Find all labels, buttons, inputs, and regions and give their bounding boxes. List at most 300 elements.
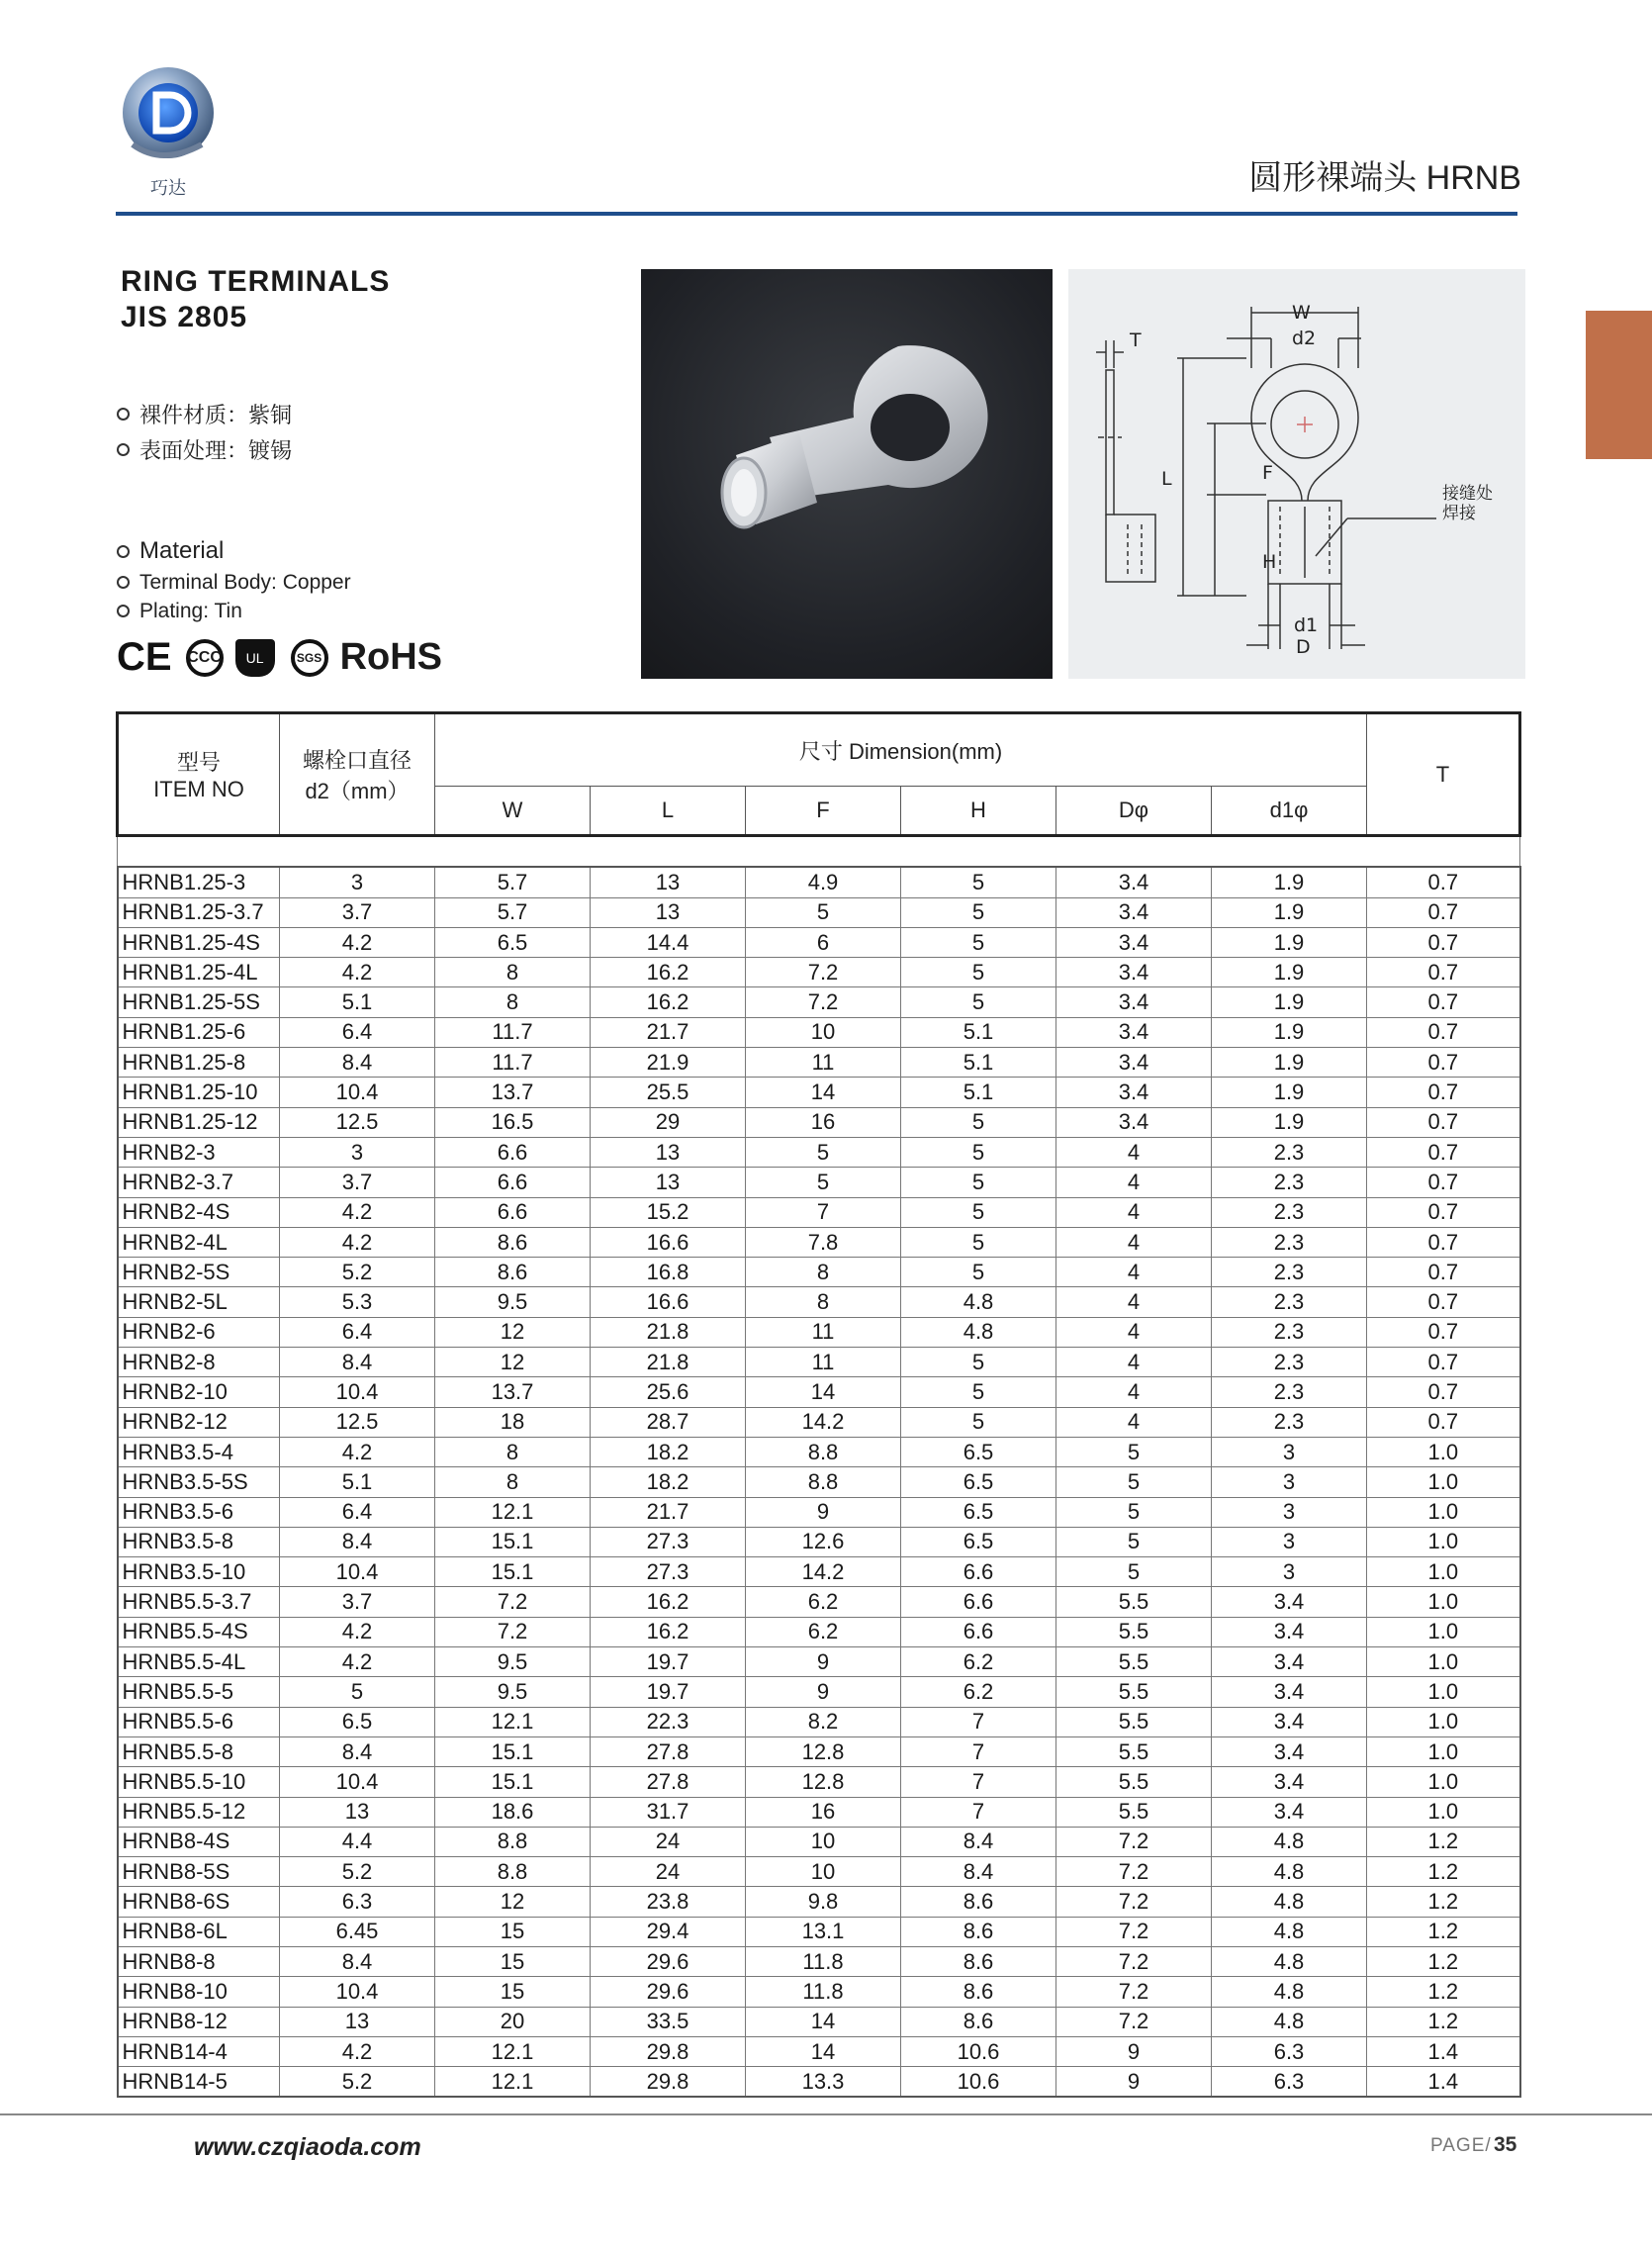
value-cell: 9	[746, 1497, 901, 1527]
dim-label-T: T	[1130, 329, 1142, 351]
value-cell: 8.4	[280, 1736, 435, 1766]
value-cell: 10	[746, 1017, 901, 1047]
value-cell: 8.6	[435, 1258, 591, 1287]
value-cell: 4.8	[1212, 2007, 1367, 2036]
value-cell: 3	[1212, 1497, 1367, 1527]
value-cell: 6.45	[280, 1917, 435, 1946]
value-cell: 5.5	[1056, 1797, 1212, 1827]
header-F: F	[746, 787, 901, 836]
value-cell: 12.1	[435, 1497, 591, 1527]
value-cell: 14	[746, 1377, 901, 1407]
rohs-mark: RoHS	[339, 636, 443, 678]
value-cell: 5.5	[1056, 1736, 1212, 1766]
item-no-cell: HRNB1.25-4L	[118, 958, 280, 987]
table-row	[118, 1227, 1520, 1257]
value-cell: 5.5	[1056, 1587, 1212, 1617]
value-cell: 1.9	[1212, 987, 1367, 1017]
value-cell: 5.5	[1056, 1707, 1212, 1736]
value-cell: 6.2	[901, 1677, 1056, 1707]
value-cell: 6.5	[901, 1527, 1056, 1556]
value-cell: 7.2	[1056, 1977, 1212, 2007]
value-cell: 3.4	[1056, 987, 1212, 1017]
table-row	[118, 1078, 1520, 1107]
value-cell: 11	[746, 1048, 901, 1078]
bullet-icon	[117, 545, 130, 558]
item-no-cell: HRNB3.5-10	[118, 1557, 280, 1587]
value-cell: 15	[435, 1946, 591, 1976]
header-D: Dφ	[1056, 787, 1212, 836]
dim-label-L: L	[1161, 468, 1172, 490]
value-cell: 3.4	[1056, 897, 1212, 927]
value-cell: 8	[435, 987, 591, 1017]
value-cell: 7	[901, 1736, 1056, 1766]
value-cell: 1.0	[1367, 1497, 1520, 1527]
value-cell: 28.7	[591, 1407, 746, 1437]
item-no-cell: HRNB1.25-3	[118, 867, 280, 897]
table-row	[118, 1317, 1520, 1347]
value-cell: 3.4	[1212, 1736, 1367, 1766]
item-no-cell: HRNB3.5-4	[118, 1437, 280, 1466]
value-cell: 21.7	[591, 1497, 746, 1527]
value-cell: 3.4	[1056, 927, 1212, 957]
value-cell: 12	[435, 1348, 591, 1377]
value-cell: 2.3	[1212, 1227, 1367, 1257]
value-cell: 7.2	[746, 958, 901, 987]
dimension-diagram	[1068, 269, 1525, 679]
value-cell: 1.0	[1367, 1677, 1520, 1707]
value-cell: 29.8	[591, 2036, 746, 2066]
value-cell: 7.2	[435, 1587, 591, 1617]
value-cell: 12.5	[280, 1407, 435, 1437]
value-cell: 1.0	[1367, 1736, 1520, 1766]
value-cell: 4.8	[901, 1287, 1056, 1317]
table-row	[118, 1946, 1520, 1976]
value-cell: 8.4	[901, 1857, 1056, 1887]
cn-spec-item: 裸件材质：紫铜	[117, 396, 292, 431]
value-cell: 3.4	[1056, 958, 1212, 987]
value-cell: 4.9	[746, 867, 901, 897]
item-no-cell: HRNB5.5-4L	[118, 1647, 280, 1677]
value-cell: 4.2	[280, 1617, 435, 1646]
table-row	[118, 1168, 1520, 1197]
value-cell: 14	[746, 2036, 901, 2066]
item-no-cell: HRNB1.25-10	[118, 1078, 280, 1107]
value-cell: 3.4	[1212, 1707, 1367, 1736]
value-cell: 0.7	[1367, 927, 1520, 957]
value-cell: 3.4	[1212, 1677, 1367, 1707]
value-cell: 4	[1056, 1168, 1212, 1197]
value-cell: 6.3	[1212, 2067, 1367, 2098]
item-no-cell: HRNB1.25-5S	[118, 987, 280, 1017]
value-cell: 4	[1056, 1317, 1212, 1347]
table-row	[118, 1137, 1520, 1167]
header-item-no: 型号 ITEM NO	[118, 713, 280, 836]
value-cell: 16.5	[435, 1107, 591, 1137]
value-cell: 29.8	[591, 2067, 746, 2098]
value-cell: 2.3	[1212, 1137, 1367, 1167]
value-cell: 14	[746, 2007, 901, 2036]
table-row	[118, 1887, 1520, 1917]
value-cell: 21.7	[591, 1017, 746, 1047]
item-no-cell: HRNB2-10	[118, 1377, 280, 1407]
value-cell: 5	[901, 1137, 1056, 1167]
value-cell: 6.5	[435, 927, 591, 957]
value-cell: 5.5	[1056, 1647, 1212, 1677]
value-cell: 0.7	[1367, 1287, 1520, 1317]
value-cell: 13.7	[435, 1377, 591, 1407]
value-cell: 10.4	[280, 1078, 435, 1107]
value-cell: 27.8	[591, 1736, 746, 1766]
dim-label-F: F	[1262, 462, 1273, 484]
value-cell: 6.6	[435, 1197, 591, 1227]
value-cell: 11.7	[435, 1048, 591, 1078]
value-cell: 6.5	[901, 1497, 1056, 1527]
value-cell: 19.7	[591, 1647, 746, 1677]
value-cell: 6.4	[280, 1497, 435, 1527]
table-row	[118, 1017, 1520, 1047]
table-row	[118, 1797, 1520, 1827]
value-cell: 0.7	[1367, 1017, 1520, 1047]
value-cell: 1.9	[1212, 1078, 1367, 1107]
value-cell: 14.2	[746, 1557, 901, 1587]
value-cell: 0.7	[1367, 1227, 1520, 1257]
value-cell: 9.8	[746, 1887, 901, 1917]
value-cell: 4.2	[280, 2036, 435, 2066]
table-row	[118, 1258, 1520, 1287]
dim-label-H: H	[1262, 551, 1277, 573]
value-cell: 9.5	[435, 1647, 591, 1677]
header-divider	[116, 212, 1517, 216]
value-cell: 23.8	[591, 1887, 746, 1917]
value-cell: 3.4	[1212, 1617, 1367, 1646]
value-cell: 4.2	[280, 1437, 435, 1466]
value-cell: 6.6	[901, 1587, 1056, 1617]
value-cell: 12.1	[435, 1707, 591, 1736]
value-cell: 1.2	[1367, 1887, 1520, 1917]
item-no-cell: HRNB1.25-8	[118, 1048, 280, 1078]
value-cell: 12	[435, 1887, 591, 1917]
item-no-cell: HRNB14-5	[118, 2067, 280, 2098]
header-W: W	[435, 787, 591, 836]
value-cell: 4.2	[280, 958, 435, 987]
value-cell: 4.2	[280, 1197, 435, 1227]
value-cell: 19.7	[591, 1677, 746, 1707]
product-standard: JIS 2805	[121, 301, 248, 333]
value-cell: 7	[746, 1197, 901, 1227]
value-cell: 1.0	[1367, 1707, 1520, 1736]
item-no-cell: HRNB1.25-12	[118, 1107, 280, 1137]
value-cell: 7	[901, 1797, 1056, 1827]
value-cell: 12	[435, 1317, 591, 1347]
item-no-cell: HRNB5.5-6	[118, 1707, 280, 1736]
value-cell: 2.3	[1212, 1168, 1367, 1197]
value-cell: 5.1	[901, 1048, 1056, 1078]
value-cell: 6.2	[746, 1587, 901, 1617]
value-cell: 4	[1056, 1348, 1212, 1377]
value-cell: 29.6	[591, 1946, 746, 1976]
item-no-cell: HRNB1.25-3.7	[118, 897, 280, 927]
company-logo	[111, 61, 229, 200]
table-row	[118, 927, 1520, 957]
value-cell: 0.7	[1367, 1197, 1520, 1227]
value-cell: 21.9	[591, 1048, 746, 1078]
value-cell: 13.7	[435, 1078, 591, 1107]
product-heading: RING TERMINALS	[121, 265, 391, 298]
bullet-icon	[117, 408, 130, 421]
value-cell: 6.2	[901, 1647, 1056, 1677]
value-cell: 8.8	[435, 1857, 591, 1887]
table-row	[118, 1857, 1520, 1887]
item-no-cell: HRNB2-3	[118, 1137, 280, 1167]
value-cell: 10.6	[901, 2036, 1056, 2066]
item-no-cell: HRNB8-5S	[118, 1857, 280, 1887]
value-cell: 8.6	[901, 2007, 1056, 2036]
table-row	[118, 1736, 1520, 1766]
value-cell: 3.4	[1212, 1767, 1367, 1797]
value-cell: 0.7	[1367, 1168, 1520, 1197]
table-row	[118, 1587, 1520, 1617]
value-cell: 7	[901, 1707, 1056, 1736]
value-cell: 24	[591, 1857, 746, 1887]
value-cell: 4.4	[280, 1827, 435, 1856]
value-cell: 0.7	[1367, 1407, 1520, 1437]
value-cell: 15.1	[435, 1736, 591, 1766]
value-cell: 5	[280, 1677, 435, 1707]
value-cell: 4	[1056, 1377, 1212, 1407]
value-cell: 6.4	[280, 1017, 435, 1047]
value-cell: 1.9	[1212, 927, 1367, 957]
table-row	[118, 1107, 1520, 1137]
value-cell: 14.2	[746, 1407, 901, 1437]
value-cell: 15.1	[435, 1557, 591, 1587]
value-cell: 4	[1056, 1137, 1212, 1167]
value-cell: 8.8	[435, 1827, 591, 1856]
value-cell: 5.5	[1056, 1617, 1212, 1646]
value-cell: 8.6	[435, 1227, 591, 1257]
value-cell: 5	[1056, 1527, 1212, 1556]
item-no-cell: HRNB2-4L	[118, 1227, 280, 1257]
value-cell: 13	[280, 1797, 435, 1827]
value-cell: 29	[591, 1107, 746, 1137]
value-cell: 12.8	[746, 1736, 901, 1766]
value-cell: 1.2	[1367, 1977, 1520, 2007]
value-cell: 2.3	[1212, 1197, 1367, 1227]
item-no-cell: HRNB8-4S	[118, 1827, 280, 1856]
value-cell: 21.8	[591, 1317, 746, 1347]
value-cell: 2.3	[1212, 1258, 1367, 1287]
table-row	[118, 1287, 1520, 1317]
value-cell: 12.1	[435, 2036, 591, 2066]
value-cell: 0.7	[1367, 897, 1520, 927]
value-cell: 3	[280, 867, 435, 897]
en-spec-item: Terminal Body: Copper	[117, 568, 351, 597]
value-cell: 6.6	[901, 1617, 1056, 1646]
value-cell: 5	[901, 1107, 1056, 1137]
value-cell: 7.2	[746, 987, 901, 1017]
value-cell: 9	[1056, 2036, 1212, 2066]
value-cell: 4.8	[1212, 1857, 1367, 1887]
value-cell: 6.6	[901, 1557, 1056, 1587]
value-cell: 15.1	[435, 1527, 591, 1556]
value-cell: 16.2	[591, 1587, 746, 1617]
dim-label-d2: d2	[1292, 328, 1317, 349]
value-cell: 4	[1056, 1287, 1212, 1317]
product-photo	[641, 269, 1053, 679]
value-cell: 8.4	[280, 1946, 435, 1976]
value-cell: 0.7	[1367, 1317, 1520, 1347]
en-spec-item: Plating: Tin	[117, 597, 351, 625]
footer-divider	[0, 2113, 1652, 2115]
value-cell: 10	[746, 1857, 901, 1887]
value-cell: 3.4	[1056, 1107, 1212, 1137]
value-cell: 0.7	[1367, 987, 1520, 1017]
value-cell: 1.0	[1367, 1527, 1520, 1556]
value-cell: 8.6	[901, 1977, 1056, 2007]
ul-mark-icon: UL	[235, 639, 275, 677]
value-cell: 8	[435, 958, 591, 987]
value-cell: 4.2	[280, 1227, 435, 1257]
value-cell: 15	[435, 1977, 591, 2007]
value-cell: 8.4	[280, 1348, 435, 1377]
item-no-cell: HRNB8-10	[118, 1977, 280, 2007]
value-cell: 3.4	[1056, 1048, 1212, 1078]
table-row	[118, 1407, 1520, 1437]
header-dimension: 尺寸 Dimension(mm)	[435, 713, 1367, 787]
value-cell: 18.6	[435, 1797, 591, 1827]
value-cell: 6	[746, 927, 901, 957]
item-no-cell: HRNB2-12	[118, 1407, 280, 1437]
value-cell: 6.5	[280, 1707, 435, 1736]
bullet-icon	[117, 605, 130, 617]
table-row	[118, 1617, 1520, 1646]
item-no-cell: HRNB1.25-4S	[118, 927, 280, 957]
value-cell: 8.4	[280, 1048, 435, 1078]
header-d1: d1φ	[1212, 787, 1367, 836]
value-cell: 0.7	[1367, 1078, 1520, 1107]
value-cell: 5	[1056, 1467, 1212, 1497]
value-cell: 9.5	[435, 1677, 591, 1707]
value-cell: 6.3	[1212, 2036, 1367, 2066]
item-no-cell: HRNB5.5-5	[118, 1677, 280, 1707]
value-cell: 1.9	[1212, 1017, 1367, 1047]
value-cell: 7.2	[1056, 1917, 1212, 1946]
value-cell: 15.1	[435, 1767, 591, 1797]
value-cell: 16.2	[591, 1617, 746, 1646]
value-cell: 31.7	[591, 1797, 746, 1827]
value-cell: 22.3	[591, 1707, 746, 1736]
item-no-cell: HRNB8-6L	[118, 1917, 280, 1946]
value-cell: 0.7	[1367, 958, 1520, 987]
value-cell: 8.2	[746, 1707, 901, 1736]
item-no-cell: HRNB14-4	[118, 2036, 280, 2066]
value-cell: 11.7	[435, 1017, 591, 1047]
value-cell: 12.1	[435, 2067, 591, 2098]
table-row	[118, 1197, 1520, 1227]
value-cell: 2.3	[1212, 1377, 1367, 1407]
value-cell: 7.2	[1056, 2007, 1212, 2036]
table-row	[118, 1767, 1520, 1797]
table-row	[118, 2067, 1520, 2098]
value-cell: 5	[901, 1407, 1056, 1437]
value-cell: 5	[901, 927, 1056, 957]
table-row	[118, 867, 1520, 897]
value-cell: 5.2	[280, 2067, 435, 2098]
value-cell: 25.6	[591, 1377, 746, 1407]
value-cell: 7.2	[1056, 1857, 1212, 1887]
value-cell: 4.8	[901, 1317, 1056, 1347]
value-cell: 5	[901, 1197, 1056, 1227]
value-cell: 10.4	[280, 1377, 435, 1407]
value-cell: 13	[591, 1168, 746, 1197]
item-no-cell: HRNB5.5-8	[118, 1736, 280, 1766]
table-row	[118, 1437, 1520, 1466]
value-cell: 27.3	[591, 1527, 746, 1556]
value-cell: 6.2	[746, 1617, 901, 1646]
value-cell: 4	[1056, 1197, 1212, 1227]
value-cell: 4.8	[1212, 1977, 1367, 2007]
value-cell: 3.7	[280, 897, 435, 927]
value-cell: 1.2	[1367, 1857, 1520, 1887]
value-cell: 1.0	[1367, 1647, 1520, 1677]
value-cell: 1.2	[1367, 2007, 1520, 2036]
value-cell: 20	[435, 2007, 591, 2036]
value-cell: 0.7	[1367, 1107, 1520, 1137]
value-cell: 4	[1056, 1227, 1212, 1257]
value-cell: 5	[901, 958, 1056, 987]
value-cell: 3.4	[1056, 1017, 1212, 1047]
value-cell: 16	[746, 1797, 901, 1827]
item-no-cell: HRNB5.5-4S	[118, 1617, 280, 1646]
header-bolt-diameter: 螺栓口直径 d2（mm）	[280, 713, 435, 836]
value-cell: 10	[746, 1827, 901, 1856]
value-cell: 5	[901, 1348, 1056, 1377]
table-row	[118, 1647, 1520, 1677]
value-cell: 2.3	[1212, 1407, 1367, 1437]
item-no-cell: HRNB5.5-3.7	[118, 1587, 280, 1617]
table-row	[118, 1467, 1520, 1497]
bullet-icon	[117, 443, 130, 456]
value-cell: 3	[280, 1137, 435, 1167]
item-no-cell: HRNB3.5-6	[118, 1497, 280, 1527]
item-no-cell: HRNB2-8	[118, 1348, 280, 1377]
value-cell: 9	[746, 1677, 901, 1707]
value-cell: 16.6	[591, 1227, 746, 1257]
item-no-cell: HRNB3.5-5S	[118, 1467, 280, 1497]
page-label: PAGE/	[1430, 2135, 1492, 2156]
value-cell: 4.8	[1212, 1917, 1367, 1946]
value-cell: 8	[746, 1287, 901, 1317]
value-cell: 5	[746, 1168, 901, 1197]
item-no-cell: HRNB1.25-6	[118, 1017, 280, 1047]
website-link[interactable]: www.czqiaoda.com	[194, 2133, 421, 2161]
value-cell: 3.7	[280, 1587, 435, 1617]
value-cell: 12.8	[746, 1767, 901, 1797]
value-cell: 8.4	[901, 1827, 1056, 1856]
value-cell: 5	[901, 1227, 1056, 1257]
value-cell: 8	[746, 1258, 901, 1287]
item-no-cell: HRNB2-5L	[118, 1287, 280, 1317]
en-spec-list	[117, 534, 351, 625]
value-cell: 6.5	[901, 1437, 1056, 1466]
item-no-cell: HRNB2-3.7	[118, 1168, 280, 1197]
value-cell: 21.8	[591, 1348, 746, 1377]
value-cell: 10.4	[280, 1557, 435, 1587]
value-cell: 16.6	[591, 1287, 746, 1317]
value-cell: 4	[1056, 1407, 1212, 1437]
value-cell: 11	[746, 1348, 901, 1377]
value-cell: 5.7	[435, 897, 591, 927]
value-cell: 9	[1056, 2067, 1212, 2098]
